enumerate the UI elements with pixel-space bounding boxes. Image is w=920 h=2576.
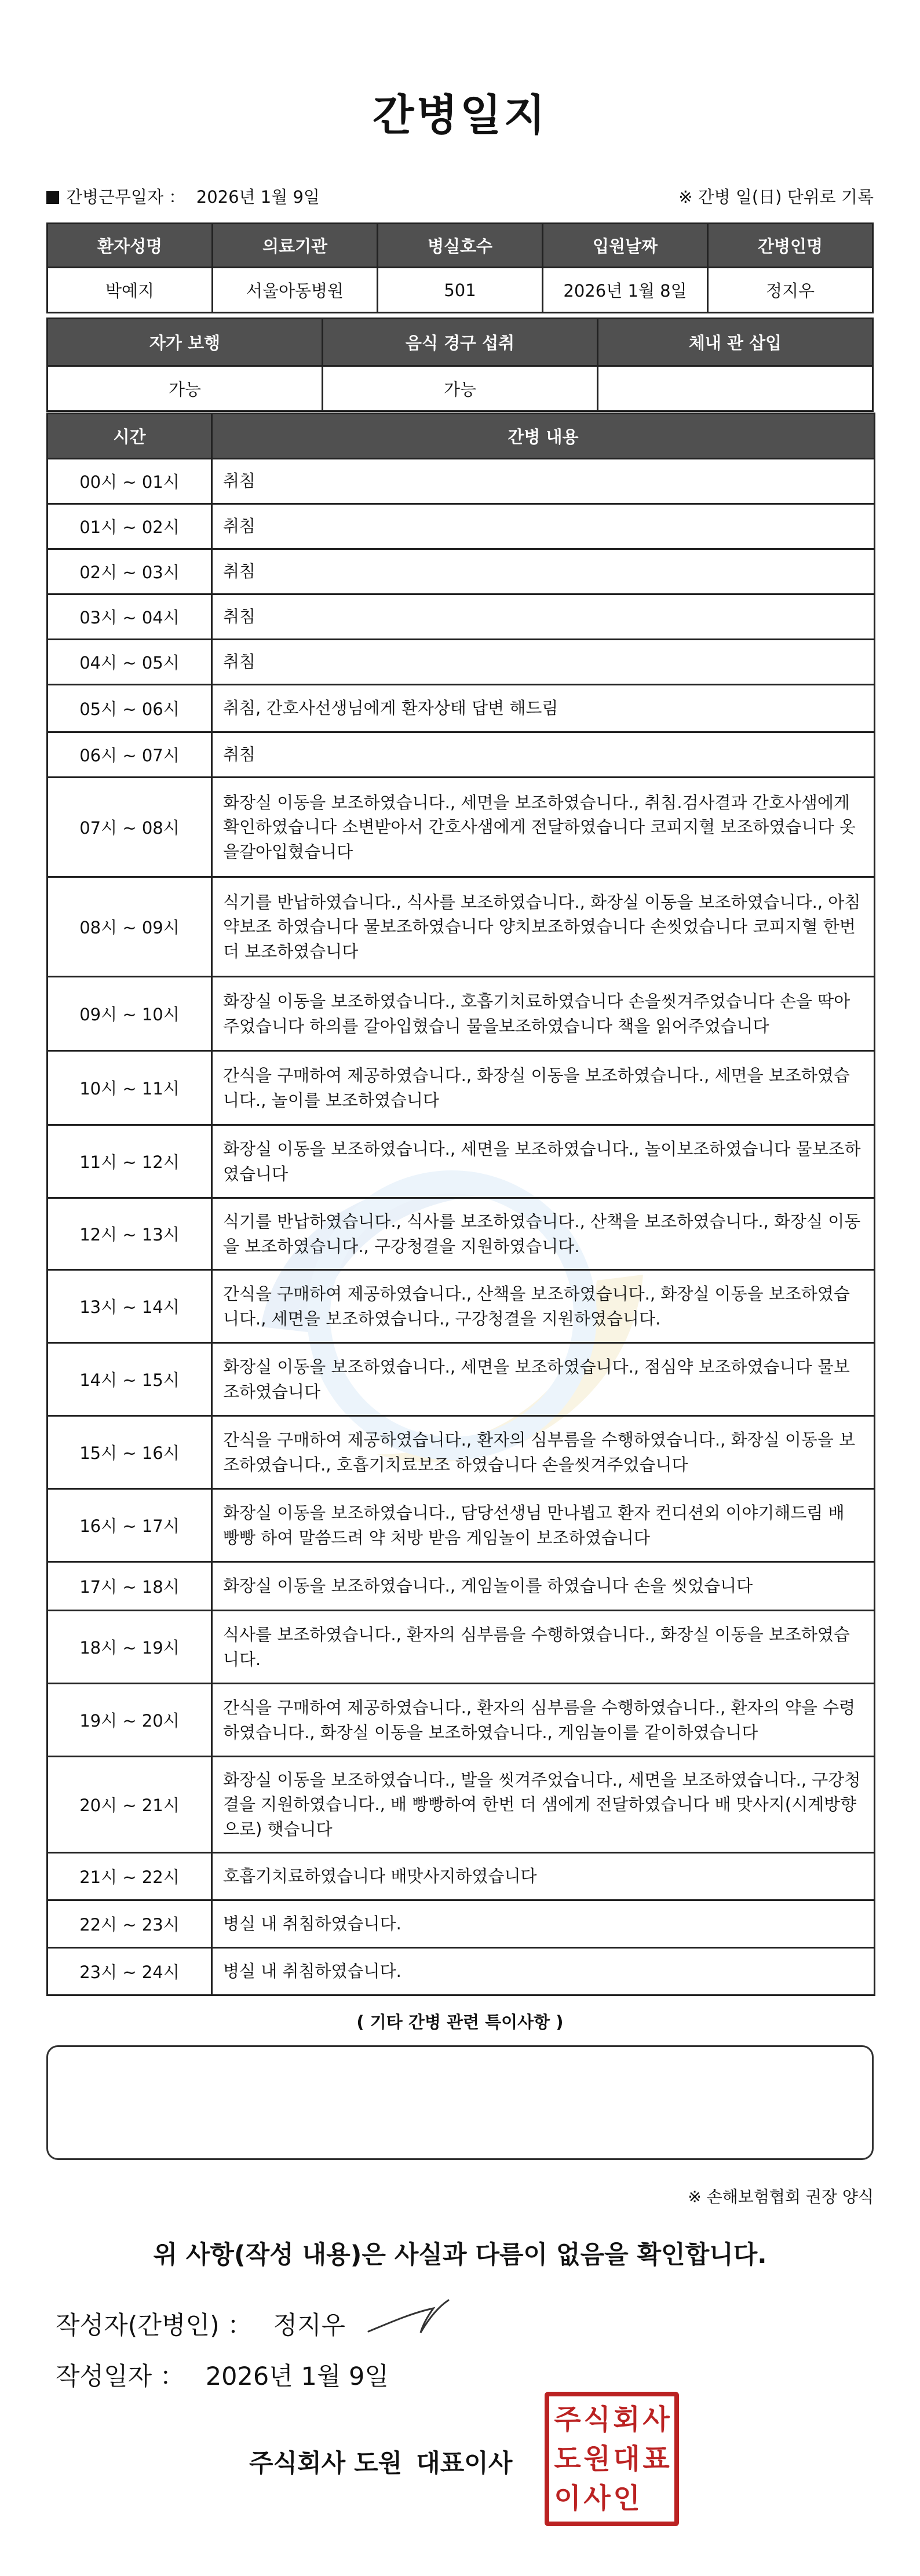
log-content: 화장실 이동을 보조하였습니다., 담당선생님 만나뵙고 환자 컨디션외 이야기해드림 배 빵빵 하여 말씀드려 약 처방 받음 게임놀이 보조하였습니다 <box>212 1489 875 1562</box>
log-content: 화장실 이동을 보조하였습니다., 발을 씻겨주었습니다., 세면을 보조하였습니다., 구강청결을 지원하였습니다., 배 빵빵하여 한번 더 샘에게 전달하였습니다 배 맛사지(시계방향으로) 햇습니다 <box>212 1757 875 1853</box>
recommend-note: ※ 손해보험협회 권장 양식 <box>688 2187 874 2206</box>
log-content: 취침 <box>212 594 875 640</box>
seal-character: 주 <box>554 2403 581 2436</box>
log-row <box>48 1125 875 1198</box>
patient-status-table <box>46 318 874 412</box>
log-row <box>48 1611 875 1684</box>
log-time: 23시 ~ 24시 <box>48 1948 212 1995</box>
log-time: 00시 ~ 01시 <box>48 459 212 504</box>
log-content: 취침 <box>212 549 875 594</box>
log-content: 화장실 이동을 보조하였습니다., 세면을 보조하였습니다., 점심약 보조하였습니다 물보조하였습니다 <box>212 1343 875 1416</box>
log-content: 식사를 보조하였습니다., 환자의 심부름을 수행하였습니다., 화장실 이동을 보조하였습니다. <box>212 1611 875 1684</box>
log-time: 12시 ~ 13시 <box>48 1198 212 1270</box>
log-time: 20시 ~ 21시 <box>48 1757 212 1853</box>
work-date-label: 간병근무일자 ： <box>66 187 186 207</box>
writer-name: 정지우 <box>273 2311 346 2340</box>
log-header-row <box>48 414 875 459</box>
log-row <box>48 977 875 1051</box>
seal-character: 표 <box>642 2443 670 2475</box>
log-row <box>48 1853 875 1900</box>
log-content: 취침 <box>212 504 875 549</box>
log-row <box>48 504 875 549</box>
log-row <box>48 1900 875 1948</box>
hourly-care-log-table <box>46 413 875 1996</box>
log-row <box>48 732 875 778</box>
log-time: 21시 ~ 22시 <box>48 1853 212 1900</box>
patient-info-table <box>46 222 874 313</box>
signature-icon <box>365 2296 452 2342</box>
written-date-value: 2026년 1월 9일 <box>205 2362 389 2391</box>
log-content: 병실 내 취침하였습니다. <box>212 1948 875 1995</box>
log-row <box>48 778 875 877</box>
log-row <box>48 1684 875 1757</box>
log-content: 취침 <box>212 459 875 504</box>
log-content: 취침, 간호사선생님에게 환자상태 답변 해드림 <box>212 685 875 732</box>
log-row <box>48 594 875 640</box>
log-row <box>48 685 875 732</box>
log-row <box>48 549 875 594</box>
patient-name: 박예지 <box>48 268 213 313</box>
written-date-line <box>56 2357 389 2392</box>
seal-character: 도 <box>554 2443 581 2475</box>
header-caregiver-name: 간병인명 <box>708 224 873 268</box>
work-date-line <box>46 184 320 208</box>
header-institution: 의료기관 <box>213 224 378 268</box>
writer-line <box>56 2306 345 2341</box>
oral-intake-status: 가능 <box>323 366 598 411</box>
log-content: 화장실 이동을 보조하였습니다., 호흡기치료하였습니다 손을씻겨주었습니다 손을 딱아주었습니다 하의를 갈아입혔습니 물을보조하였습니다 책을 읽어주었습니다 <box>212 977 875 1051</box>
log-time: 13시 ~ 14시 <box>48 1270 212 1343</box>
written-date-label: 작성일자 ： <box>56 2362 185 2391</box>
log-content: 간식을 구매하여 제공하였습니다., 화장실 이동을 보조하였습니다., 세면을 보조하였습니다., 놀이를 보조하였습니다 <box>212 1051 875 1125</box>
log-rows <box>48 459 875 1995</box>
log-content: 간식을 구매하여 제공하였습니다., 산책을 보조하였습니다., 화장실 이동을 보조하였습니다., 세면을 보조하였습니다., 구강청결을 지원하였습니다. <box>212 1270 875 1343</box>
header-tube-insertion: 체내 관 삽입 <box>598 319 873 366</box>
tube-insertion-status <box>598 366 873 411</box>
log-row <box>48 1198 875 1270</box>
log-content: 간식을 구매하여 제공하였습니다., 환자의 심부름을 수행하였습니다., 화장실 이동을 보조하였습니다., 호흡기치료보조 하였습니다 손을씻겨주었습니다 <box>212 1416 875 1489</box>
log-content: 취침 <box>212 732 875 778</box>
log-row <box>48 1343 875 1416</box>
confirmation-statement: 위 사항(작성 내용)은 사실과 다름이 없음을 확인합니다. <box>153 2241 767 2269</box>
notes-title: ( 기타 간병 관련 특이사항 ) <box>356 2012 564 2032</box>
log-time: 06시 ~ 07시 <box>48 732 212 778</box>
patient-value-row <box>48 268 873 313</box>
log-time: 01시 ~ 02시 <box>48 504 212 549</box>
company-seal-stamp <box>545 2392 679 2526</box>
room-number: 501 <box>378 268 543 313</box>
log-time: 17시 ~ 18시 <box>48 1562 212 1611</box>
log-content: 병실 내 취침하였습니다. <box>212 1900 875 1948</box>
seal-character: 인 <box>613 2482 640 2515</box>
log-time: 10시 ~ 11시 <box>48 1051 212 1125</box>
log-row <box>48 1051 875 1125</box>
document-title: 간병일지 <box>373 90 547 140</box>
seal-character: 식 <box>583 2403 611 2436</box>
header-patient-name: 환자성명 <box>48 224 213 268</box>
seal-character: 대 <box>613 2443 640 2475</box>
log-row <box>48 877 875 977</box>
log-content: 취침 <box>212 640 875 685</box>
log-content: 호흡기치료하였습니다 배맛사지하였습니다 <box>212 1853 875 1900</box>
square-bullet-icon <box>46 191 59 204</box>
admission-date: 2026년 1월 8일 <box>543 268 708 313</box>
company-line <box>249 2444 512 2479</box>
log-content: 화장실 이동을 보조하였습니다., 세면을 보조하였습니다., 취침.검사결과 간호사샘에게 확인하였습니다 소변받아서 간호사샘에게 전달하였습니다 코피지혈 보조하였습니다 옷을갈아입혔습니다 <box>212 778 875 877</box>
unit-note: ※ 간병 일(日) 단위로 기록 <box>678 187 874 207</box>
notes-box <box>46 2045 874 2160</box>
status-value-row <box>48 366 873 411</box>
log-row <box>48 1948 875 1995</box>
log-row <box>48 459 875 504</box>
company-name: 주식회사 도원 <box>249 2449 403 2478</box>
header-room: 병실호수 <box>378 224 543 268</box>
notes-text <box>48 2047 872 2070</box>
log-row <box>48 1562 875 1611</box>
log-row <box>48 1757 875 1853</box>
patient-header-row <box>48 224 873 268</box>
log-time: 05시 ~ 06시 <box>48 685 212 732</box>
log-content: 화장실 이동을 보조하였습니다., 세면을 보조하였습니다., 놀이보조하였습니다 물보조하였습니다 <box>212 1125 875 1198</box>
walking-status: 가능 <box>48 366 323 411</box>
header-walking: 자가 보행 <box>48 319 323 366</box>
log-time: 11시 ~ 12시 <box>48 1125 212 1198</box>
log-time: 04시 ~ 05시 <box>48 640 212 685</box>
seal-character: 사 <box>583 2482 611 2515</box>
log-time: 14시 ~ 15시 <box>48 1343 212 1416</box>
seal-character: 이 <box>554 2482 581 2515</box>
log-row <box>48 1270 875 1343</box>
log-time: 15시 ~ 16시 <box>48 1416 212 1489</box>
log-time: 19시 ~ 20시 <box>48 1684 212 1757</box>
log-row <box>48 1489 875 1562</box>
log-time: 22시 ~ 23시 <box>48 1900 212 1948</box>
log-time: 07시 ~ 08시 <box>48 778 212 877</box>
log-content: 간식을 구매하여 제공하였습니다., 환자의 심부름을 수행하였습니다., 환자의 약을 수령하였습니다., 화장실 이동을 보조하였습니다., 게임놀이를 같이하였습니다 <box>212 1684 875 1757</box>
status-header-row <box>48 319 873 366</box>
header-time: 시간 <box>48 414 212 459</box>
log-time: 03시 ~ 04시 <box>48 594 212 640</box>
log-row <box>48 1416 875 1489</box>
log-content: 화장실 이동을 보조하였습니다., 게임놀이를 하였습니다 손을 씻었습니다 <box>212 1562 875 1611</box>
log-time: 09시 ~ 10시 <box>48 977 212 1051</box>
ceo-title: 대표이사 <box>416 2449 513 2478</box>
log-time: 02시 ~ 03시 <box>48 549 212 594</box>
seal-character: 원 <box>583 2443 611 2475</box>
caregiver-name: 정지우 <box>708 268 873 313</box>
header-care-content: 간병 내용 <box>212 414 875 459</box>
header-oral-intake: 음식 경구 섭취 <box>323 319 598 366</box>
log-content: 식기를 반납하였습니다., 식사를 보조하였습니다., 화장실 이동을 보조하였습니다., 아침약보조 하였습니다 물보조하였습니다 양치보조하였습니다 손씻었습니다 코피지혈 한번더 보조하였습니다 <box>212 877 875 977</box>
seal-character: 회 <box>613 2403 640 2436</box>
header-admission-date: 입원날짜 <box>543 224 708 268</box>
seal-character: 사 <box>642 2403 670 2436</box>
log-time: 08시 ~ 09시 <box>48 877 212 977</box>
log-time: 16시 ~ 17시 <box>48 1489 212 1562</box>
log-row <box>48 640 875 685</box>
writer-label: 작성자(간병인) ： <box>56 2311 253 2340</box>
log-content: 식기를 반납하였습니다., 식사를 보조하였습니다., 산책을 보조하였습니다., 화장실 이동을 보조하였습니다., 구강청결을 지원하였습니다. <box>212 1198 875 1270</box>
work-date-value: 2026년 1월 9일 <box>196 187 320 207</box>
institution: 서울아동병원 <box>213 268 378 313</box>
log-time: 18시 ~ 19시 <box>48 1611 212 1684</box>
